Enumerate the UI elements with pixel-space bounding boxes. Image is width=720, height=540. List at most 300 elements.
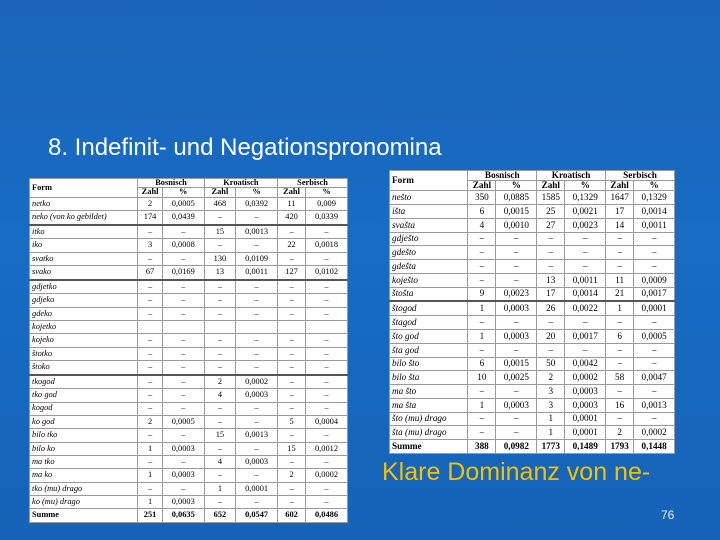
value-cell: –: [306, 334, 348, 347]
table-row: [390, 301, 675, 315]
value-cell: –: [606, 385, 634, 399]
value-cell: –: [204, 211, 235, 225]
table-row: [390, 330, 675, 344]
value-cell: 17: [537, 287, 565, 301]
sum-value: 1793: [606, 440, 634, 454]
form-cell: što god: [390, 330, 468, 344]
value-cell: 0,0439: [162, 211, 204, 225]
table-row: [390, 371, 675, 385]
table-row: [30, 294, 348, 307]
value-cell: –: [306, 402, 348, 415]
value-cell: 1: [138, 496, 162, 509]
form-cell: štagod: [390, 316, 468, 330]
value-cell: 0,009: [306, 197, 348, 210]
value-cell: –: [236, 415, 278, 428]
value-cell: 0,0012: [306, 442, 348, 455]
form-cell: štotko: [30, 347, 138, 360]
value-cell: –: [306, 496, 348, 509]
value-cell: –: [162, 252, 204, 265]
value-cell: 27: [537, 218, 565, 232]
value-cell: –: [204, 280, 235, 294]
value-cell: [204, 320, 235, 333]
value-cell: 0,0001: [634, 301, 675, 315]
table-row: [30, 361, 348, 375]
value-cell: 15: [204, 429, 235, 442]
value-cell: –: [138, 375, 162, 389]
value-cell: –: [468, 273, 496, 287]
form-cell: ma tko: [30, 455, 138, 468]
value-cell: 0,0003: [565, 385, 606, 399]
form-cell: ma što: [390, 385, 468, 399]
form-cell: šta (mu) drago: [390, 426, 468, 440]
value-cell: 0,0003: [496, 301, 537, 315]
table-row: [390, 191, 675, 205]
value-cell: –: [162, 375, 204, 389]
form-cell: išta: [390, 205, 468, 219]
sum-value: 0,0547: [236, 509, 278, 523]
value-cell: 1: [468, 301, 496, 315]
form-cell: gdešto: [390, 246, 468, 260]
value-cell: –: [537, 260, 565, 274]
table-row: [30, 197, 348, 210]
value-cell: 6: [606, 330, 634, 344]
value-cell: 0,1329: [634, 191, 675, 205]
value-cell: 0,0005: [162, 197, 204, 210]
value-cell: –: [496, 343, 537, 357]
subheader-zahl: Zahl: [278, 188, 306, 197]
value-cell: 0,0011: [565, 273, 606, 287]
value-cell: 0,0010: [496, 218, 537, 232]
form-cell: tkogod: [30, 375, 138, 389]
value-cell: 0,0042: [565, 357, 606, 371]
value-cell: –: [278, 389, 306, 402]
value-cell: 1: [537, 426, 565, 440]
value-cell: –: [278, 280, 306, 294]
group-header-serbisch: Serbisch: [278, 179, 348, 188]
value-cell: –: [496, 232, 537, 246]
value-cell: –: [278, 361, 306, 375]
form-column-header: Form: [30, 179, 138, 198]
sum-value: 0,0635: [162, 509, 204, 523]
value-cell: –: [236, 307, 278, 320]
value-cell: –: [565, 246, 606, 260]
value-cell: 0,0002: [634, 426, 675, 440]
value-cell: 420: [278, 211, 306, 225]
value-cell: –: [468, 316, 496, 330]
sum-value: 1773: [537, 440, 565, 454]
form-cell: svatko: [30, 252, 138, 265]
value-cell: 21: [606, 287, 634, 301]
value-cell: –: [306, 361, 348, 375]
value-cell: 0,0169: [162, 266, 204, 280]
value-cell: 3: [138, 239, 162, 252]
table-row: [30, 347, 348, 360]
sum-value: 0,1448: [634, 440, 675, 454]
value-cell: –: [138, 347, 162, 360]
form-cell: što (mu) drago: [390, 412, 468, 426]
form-cell: iko: [30, 239, 138, 252]
value-cell: –: [496, 426, 537, 440]
value-cell: 0,1329: [565, 191, 606, 205]
sum-row: [30, 509, 348, 523]
value-cell: –: [496, 385, 537, 399]
value-cell: –: [634, 246, 675, 260]
value-cell: –: [565, 260, 606, 274]
value-cell: –: [278, 334, 306, 347]
value-cell: –: [468, 412, 496, 426]
value-cell: –: [138, 252, 162, 265]
value-cell: 20: [537, 330, 565, 344]
form-cell: gdeko: [30, 307, 138, 320]
table-row: [390, 343, 675, 357]
subheader-zahl: Zahl: [468, 181, 496, 191]
value-cell: –: [236, 334, 278, 347]
table-row: [30, 496, 348, 509]
value-cell: 10: [468, 371, 496, 385]
value-cell: –: [204, 415, 235, 428]
value-cell: 0,0003: [236, 389, 278, 402]
table-row: [30, 402, 348, 415]
value-cell: –: [162, 347, 204, 360]
table-row: [390, 385, 675, 399]
table-row: [30, 211, 348, 225]
value-cell: –: [162, 389, 204, 402]
value-cell: 1: [138, 469, 162, 482]
value-cell: –: [162, 361, 204, 375]
table-row: [390, 357, 675, 371]
value-cell: –: [565, 343, 606, 357]
value-cell: –: [138, 225, 162, 239]
value-cell: –: [236, 294, 278, 307]
value-cell: –: [606, 343, 634, 357]
value-cell: –: [162, 280, 204, 294]
value-cell: 350: [468, 191, 496, 205]
value-cell: 0,0013: [236, 225, 278, 239]
value-cell: –: [236, 496, 278, 509]
value-cell: –: [496, 316, 537, 330]
value-cell: –: [278, 252, 306, 265]
value-cell: –: [236, 239, 278, 252]
value-cell: –: [537, 246, 565, 260]
sum-value: 0,1489: [565, 440, 606, 454]
value-cell: 0,0014: [634, 205, 675, 219]
value-cell: 2: [138, 415, 162, 428]
value-cell: 13: [537, 273, 565, 287]
value-cell: 0,0047: [634, 371, 675, 385]
value-cell: 22: [278, 239, 306, 252]
table-row: [30, 252, 348, 265]
sum-value: 602: [278, 509, 306, 523]
value-cell: –: [278, 307, 306, 320]
table-row: [390, 273, 675, 287]
value-cell: 0,0009: [634, 273, 675, 287]
value-cell: –: [278, 375, 306, 389]
value-cell: –: [204, 496, 235, 509]
value-cell: –: [306, 307, 348, 320]
value-cell: 15: [278, 442, 306, 455]
slide-number: 76: [661, 508, 675, 522]
value-cell: 1: [204, 482, 235, 495]
value-cell: 0,0011: [634, 218, 675, 232]
value-cell: 0,0003: [496, 398, 537, 412]
value-cell: 0,0002: [306, 469, 348, 482]
value-cell: –: [306, 280, 348, 294]
value-cell: –: [162, 429, 204, 442]
form-cell: šta god: [390, 343, 468, 357]
value-cell: 1: [537, 412, 565, 426]
value-cell: 5: [278, 415, 306, 428]
form-cell: nešto: [390, 191, 468, 205]
value-cell: [278, 320, 306, 333]
slide-title: 8. Indefinit- und Negationspronomina: [48, 134, 442, 161]
value-cell: 1: [468, 398, 496, 412]
value-cell: 0,0014: [565, 287, 606, 301]
value-cell: 0,0002: [565, 371, 606, 385]
subheader-percent: %: [236, 188, 278, 197]
value-cell: [306, 320, 348, 333]
value-cell: 0,0001: [236, 482, 278, 495]
value-cell: 0,0003: [162, 469, 204, 482]
value-cell: 9: [468, 287, 496, 301]
table-row: [30, 225, 348, 239]
form-column-header: Form: [390, 171, 468, 191]
value-cell: –: [278, 429, 306, 442]
value-cell: –: [306, 225, 348, 239]
value-cell: –: [306, 482, 348, 495]
form-cell: kogod: [30, 402, 138, 415]
table-row: [390, 412, 675, 426]
value-cell: 0,0013: [236, 429, 278, 442]
value-cell: 0,0011: [236, 266, 278, 280]
value-cell: –: [236, 211, 278, 225]
table-row: [30, 415, 348, 428]
value-cell: –: [496, 260, 537, 274]
table-row: [30, 442, 348, 455]
form-cell: ko god: [30, 415, 138, 428]
value-cell: 0,0001: [565, 412, 606, 426]
value-cell: [138, 320, 162, 333]
group-header-serbisch: Serbisch: [606, 171, 675, 181]
value-cell: 14: [606, 218, 634, 232]
value-cell: –: [306, 252, 348, 265]
form-cell: štogod: [390, 301, 468, 315]
value-cell: –: [236, 402, 278, 415]
form-cell: svako: [30, 266, 138, 280]
value-cell: –: [138, 429, 162, 442]
value-cell: 130: [204, 252, 235, 265]
value-cell: 1: [606, 301, 634, 315]
value-cell: –: [606, 412, 634, 426]
value-cell: –: [162, 307, 204, 320]
value-cell: –: [236, 280, 278, 294]
value-cell: 0,0392: [236, 197, 278, 210]
table-row: [30, 469, 348, 482]
value-cell: –: [468, 260, 496, 274]
value-cell: 11: [606, 273, 634, 287]
value-cell: –: [204, 294, 235, 307]
subheader-zahl: Zahl: [537, 181, 565, 191]
group-header-kroatisch: Kroatisch: [537, 171, 606, 181]
value-cell: –: [606, 316, 634, 330]
value-cell: 2: [138, 197, 162, 210]
value-cell: –: [537, 343, 565, 357]
group-header-bosnisch: Bosnisch: [468, 171, 537, 181]
form-cell: netko: [30, 197, 138, 210]
form-cell: gdešta: [390, 260, 468, 274]
value-cell: –: [236, 469, 278, 482]
value-cell: –: [306, 347, 348, 360]
value-cell: 0,0013: [634, 398, 675, 412]
value-cell: 16: [606, 398, 634, 412]
subheader-percent: %: [634, 181, 675, 191]
table-row: [390, 316, 675, 330]
table-row: [30, 455, 348, 468]
form-cell: kojeko: [30, 334, 138, 347]
sto-pronoun-frequency-table: [389, 170, 675, 454]
form-cell: gdjetko: [30, 280, 138, 294]
value-cell: –: [162, 334, 204, 347]
value-cell: 468: [204, 197, 235, 210]
form-cell: ma ko: [30, 469, 138, 482]
value-cell: –: [138, 334, 162, 347]
form-cell: ma šta: [390, 398, 468, 412]
form-cell: tko (mu) drago: [30, 482, 138, 495]
sum-value: 652: [204, 509, 235, 523]
value-cell: 67: [138, 266, 162, 280]
subheader-zahl: Zahl: [606, 181, 634, 191]
value-cell: 6: [468, 357, 496, 371]
value-cell: 0,0001: [565, 426, 606, 440]
form-cell: gdješto: [390, 232, 468, 246]
value-cell: –: [606, 357, 634, 371]
form-cell: bilo šta: [390, 371, 468, 385]
value-cell: –: [468, 385, 496, 399]
value-cell: –: [634, 343, 675, 357]
value-cell: 13: [204, 266, 235, 280]
value-cell: –: [537, 232, 565, 246]
value-cell: 0,0017: [565, 330, 606, 344]
value-cell: 0,0003: [162, 496, 204, 509]
value-cell: 0,0003: [236, 455, 278, 468]
value-cell: –: [138, 482, 162, 495]
table-row: [30, 482, 348, 495]
value-cell: –: [306, 429, 348, 442]
table-row: [30, 320, 348, 333]
value-cell: –: [278, 482, 306, 495]
value-cell: 0,0015: [496, 357, 537, 371]
value-cell: –: [204, 361, 235, 375]
value-cell: –: [634, 316, 675, 330]
form-cell: bilo što: [390, 357, 468, 371]
value-cell: 0,0003: [565, 398, 606, 412]
value-cell: –: [496, 273, 537, 287]
value-cell: –: [204, 334, 235, 347]
value-cell: –: [468, 232, 496, 246]
value-cell: 2: [204, 375, 235, 389]
table-row: [30, 429, 348, 442]
value-cell: 0,0025: [496, 371, 537, 385]
table-row: [390, 260, 675, 274]
value-cell: –: [634, 232, 675, 246]
value-cell: –: [162, 402, 204, 415]
value-cell: –: [306, 455, 348, 468]
value-cell: –: [565, 232, 606, 246]
value-cell: 58: [606, 371, 634, 385]
value-cell: –: [565, 316, 606, 330]
form-cell: tko god: [30, 389, 138, 402]
value-cell: –: [306, 375, 348, 389]
value-cell: 0,0023: [565, 218, 606, 232]
value-cell: 1647: [606, 191, 634, 205]
value-cell: –: [138, 307, 162, 320]
subheader-zahl: Zahl: [204, 188, 235, 197]
table-row: [390, 426, 675, 440]
value-cell: 0,0004: [306, 415, 348, 428]
value-cell: –: [278, 225, 306, 239]
value-cell: 4: [204, 455, 235, 468]
value-cell: –: [606, 246, 634, 260]
value-cell: –: [138, 294, 162, 307]
form-cell: štošta: [390, 287, 468, 301]
form-cell: neko (von ko gebildet): [30, 211, 138, 225]
value-cell: –: [468, 426, 496, 440]
value-cell: –: [606, 232, 634, 246]
table-row: [390, 398, 675, 412]
sum-label: Summe: [390, 440, 468, 454]
value-cell: 0,0022: [565, 301, 606, 315]
table-row: [390, 232, 675, 246]
form-cell: svašta: [390, 218, 468, 232]
form-cell: gdjeko: [30, 294, 138, 307]
value-cell: 0,0005: [162, 415, 204, 428]
value-cell: –: [496, 246, 537, 260]
value-cell: 0,0008: [162, 239, 204, 252]
value-cell: 0,0102: [306, 266, 348, 280]
group-header-kroatisch: Kroatisch: [204, 179, 277, 188]
value-cell: –: [537, 316, 565, 330]
value-cell: 0,0885: [496, 191, 537, 205]
value-cell: 25: [537, 205, 565, 219]
group-header-bosnisch: Bosnisch: [138, 179, 204, 188]
subheader-percent: %: [496, 181, 537, 191]
value-cell: 15: [204, 225, 235, 239]
form-cell: itko: [30, 225, 138, 239]
table-row: [30, 239, 348, 252]
value-cell: 1585: [537, 191, 565, 205]
value-cell: –: [468, 246, 496, 260]
value-cell: –: [634, 385, 675, 399]
sum-value: 0,0486: [306, 509, 348, 523]
subheader-percent: %: [306, 188, 348, 197]
value-cell: –: [204, 239, 235, 252]
ko-pronoun-frequency-table: [29, 178, 348, 523]
value-cell: –: [138, 361, 162, 375]
table-row: [30, 334, 348, 347]
subheader-percent: %: [162, 188, 204, 197]
value-cell: –: [138, 455, 162, 468]
form-cell: bilo ko: [30, 442, 138, 455]
sum-value: 388: [468, 440, 496, 454]
value-cell: [162, 320, 204, 333]
table-row: [390, 287, 675, 301]
value-cell: 1: [468, 330, 496, 344]
value-cell: 0,0018: [306, 239, 348, 252]
value-cell: –: [204, 347, 235, 360]
value-cell: –: [306, 294, 348, 307]
value-cell: 127: [278, 266, 306, 280]
sum-row: [390, 440, 675, 454]
table-row: [390, 205, 675, 219]
